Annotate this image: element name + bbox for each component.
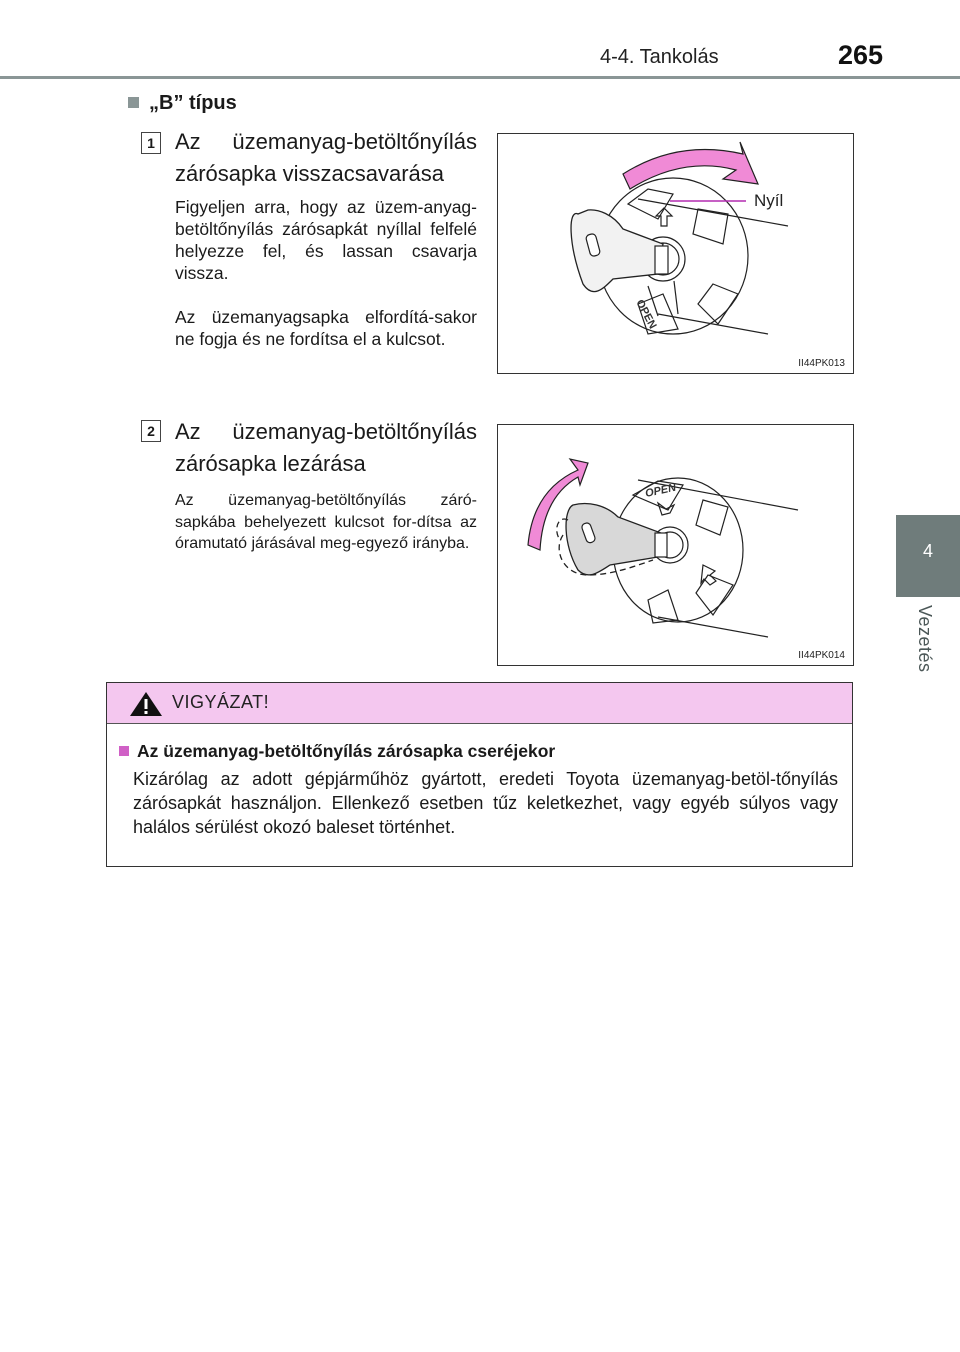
fuel-cap-lock-drawing (498, 425, 853, 665)
chapter-tab[interactable] (896, 515, 960, 597)
step-paragraph: Az üzemanyag-betöltőnyílás záró-sapkába behelyezett kulcsot for-dítsa az óramutató járásával meg-egyező irányba. (175, 492, 477, 552)
square-bullet-icon (119, 746, 129, 756)
key-icon (557, 504, 667, 576)
step-title: Az üzemanyag-betöltőnyílás zárósapka lezárása (175, 419, 477, 476)
step-number-badge: 1 (141, 132, 161, 154)
figure-caption: II44PK014 (798, 650, 845, 661)
warning-subtitle (119, 741, 555, 762)
illustration-fuel-cap-tighten (497, 133, 854, 374)
chapter-label: Vezetés (915, 605, 935, 673)
figure-caption: II44PK013 (798, 358, 845, 369)
warning-text: Kizárólag az adott gépjárműhöz gyártott, eredeti Toyota üzemanyag-betöl-tőnyílás zárósapkát használjon. Ellenkező esetben tűz keletkezhet, vagy egyéb súlyos vagy halálos sérülést okozó baleset történhet. (133, 769, 838, 837)
callout-label: Nyíl (754, 191, 784, 210)
cap-open-label: OPEN (644, 481, 678, 500)
page-number: 265 (838, 40, 884, 70)
section-title: 4-4. Tankolás (600, 46, 719, 68)
warning-subtitle-text: Az üzemanyag-betöltőnyílás zárósapka cseréjekor (137, 741, 556, 761)
section-heading-text: „B” típus (149, 92, 237, 114)
chapter-number: 4 (922, 541, 933, 561)
step-paragraph: Figyeljen arra, hogy az üzem-anyag-betöltőnyílás zárósapkát nyíllal felfelé helyezze fel, és lassan csavarja vissza. (175, 197, 477, 283)
warning-header (107, 683, 852, 724)
cap-open-label: OPEN (633, 297, 659, 331)
warning-title: VIGYÁZAT! (172, 692, 270, 712)
warning-box (106, 682, 853, 867)
step-number-badge: 2 (141, 420, 161, 442)
warning-triangle-icon (129, 691, 163, 717)
illustration-fuel-cap-lock (497, 424, 854, 666)
step-title: Az üzemanyag-betöltőnyílás zárósapka visszacsavarása (175, 129, 477, 186)
rotation-arrow-icon (623, 142, 758, 189)
step-paragraph: Az üzemanyagsapka elfordítá-sakor ne fogja és ne fordítsa el a kulcsot. (175, 307, 477, 349)
fuel-cap-tighten-drawing (498, 134, 853, 373)
header-divider (0, 76, 960, 79)
square-bullet-icon (128, 97, 139, 108)
section-heading (128, 92, 237, 115)
